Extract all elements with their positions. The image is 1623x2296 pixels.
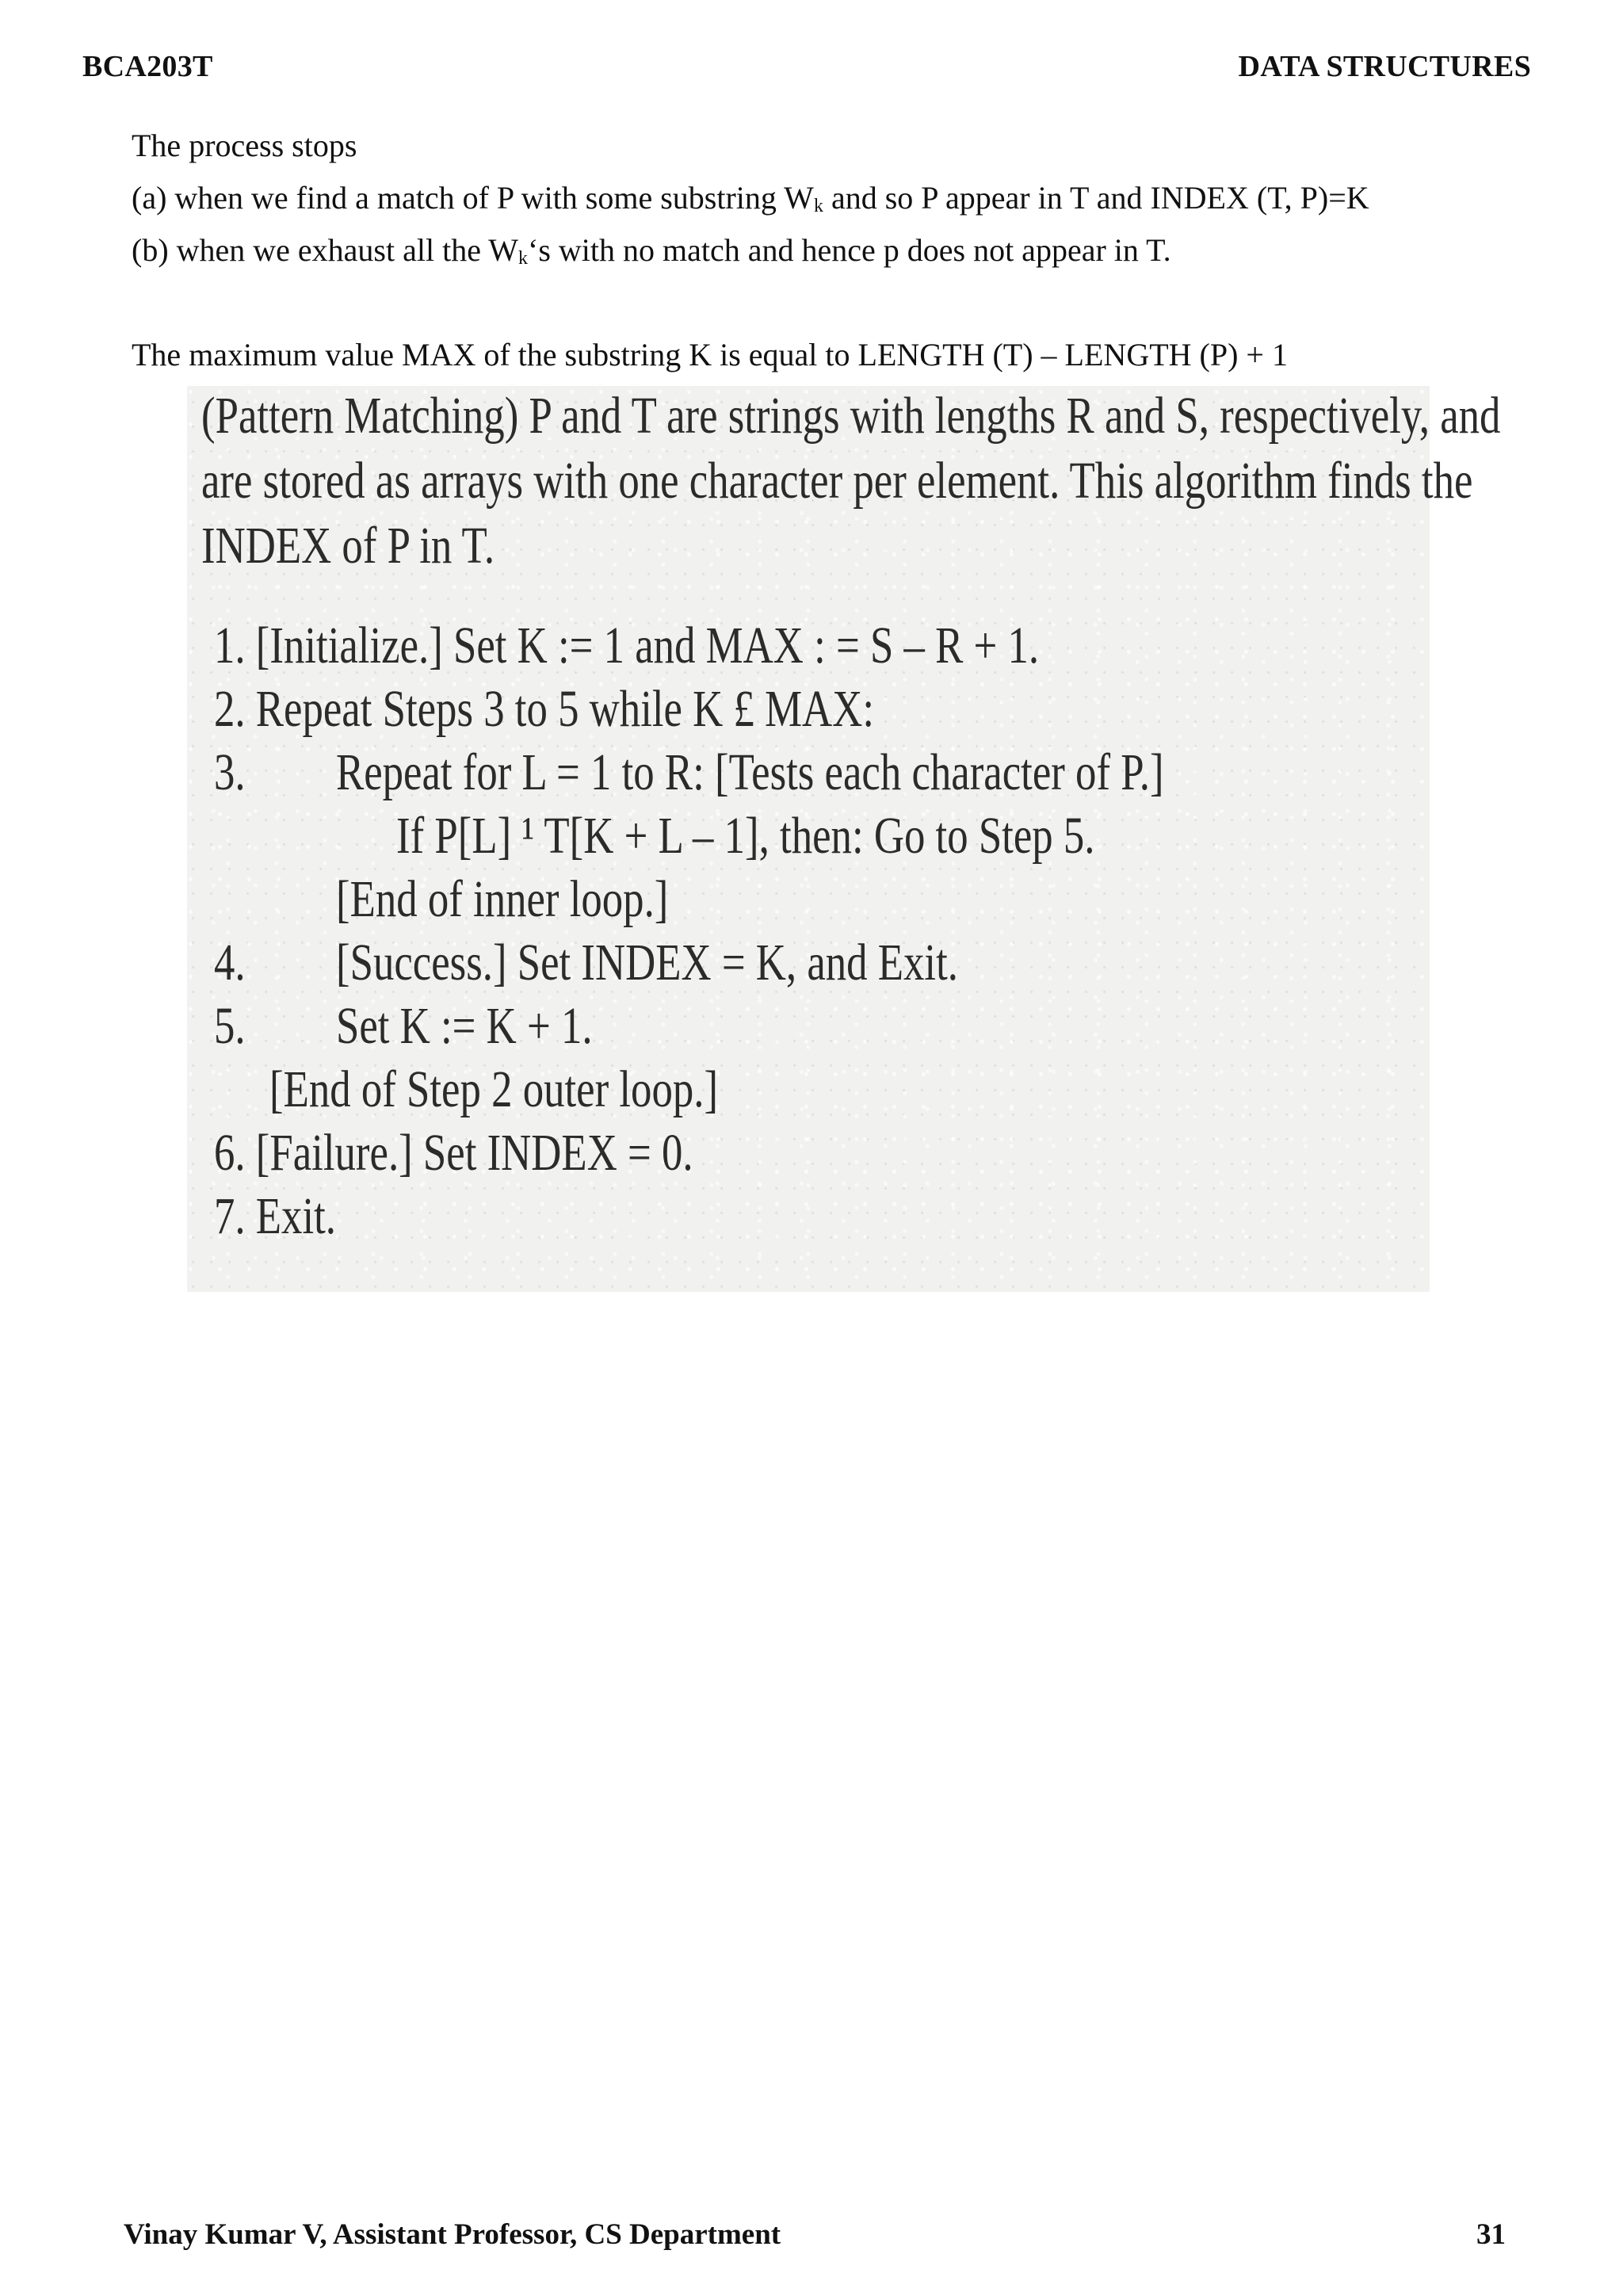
algorithm-step-6: 6. [Failure.] Set INDEX = 0.	[214, 1124, 693, 1182]
subscript-k: k	[813, 196, 823, 216]
page-number: 31	[1476, 2218, 1506, 2251]
algorithm-scan-image	[187, 386, 1501, 1292]
algorithm-step-1: 1. [Initialize.] Set K := 1 and MAX : = S – R + 1.	[214, 617, 1040, 674]
header-course-title: DATA STRUCTURES	[1238, 50, 1531, 83]
intro-line-b-text-2: ‘s with no match and hence p does not appear in T.	[528, 232, 1171, 268]
algorithm-step-3: Repeat for L = 1 to R: [Tests each character of P.]	[336, 743, 1164, 801]
algorithm-step-5: Set K := K + 1.	[336, 997, 593, 1055]
algorithm-description-1: (Pattern Matching) P and T are strings with lengths R and S, respectively, and	[201, 387, 1501, 445]
algorithm-step-7: 7. Exit.	[214, 1187, 336, 1245]
header-course-code: BCA203T	[82, 50, 213, 83]
intro-line-1: The process stops	[132, 128, 357, 163]
intro-line-a-text-2: and so P appear in T and INDEX (T, P)=K	[823, 180, 1369, 216]
subscript-k: k	[518, 248, 528, 269]
algorithm-step-5-number: 5.	[214, 997, 246, 1055]
algorithm-step-2: 2. Repeat Steps 3 to 5 while K £ MAX:	[214, 680, 874, 738]
algorithm-step-3-condition: If P[L] ¹ T[K + L – 1], then: Go to Step 5.	[396, 807, 1095, 865]
algorithm-step-3-number: 3.	[214, 743, 246, 801]
intro-line-b-text: (b) when we exhaust all the W	[132, 232, 518, 268]
algorithm-step-3-end: [End of inner loop.]	[336, 870, 669, 928]
intro-line-a-text: (a) when we find a match of P with some substring W	[132, 180, 814, 216]
algorithm-description-3: INDEX of P in T.	[201, 517, 495, 575]
max-value-line: The maximum value MAX of the substring K is equal to LENGTH (T) – LENGTH (P) + 1	[132, 337, 1288, 372]
intro-line-b	[132, 231, 1171, 269]
intro-line-a	[132, 179, 1369, 217]
algorithm-step-4: [Success.] Set INDEX = K, and Exit.	[336, 934, 958, 991]
algorithm-step-4-number: 4.	[214, 934, 246, 991]
algorithm-step-5-end: [End of Step 2 outer loop.]	[269, 1060, 719, 1118]
algorithm-description-2: are stored as arrays with one character per element. This algorithm finds the	[201, 452, 1473, 510]
footer-author: Vinay Kumar V, Assistant Professor, CS Department	[124, 2218, 781, 2251]
